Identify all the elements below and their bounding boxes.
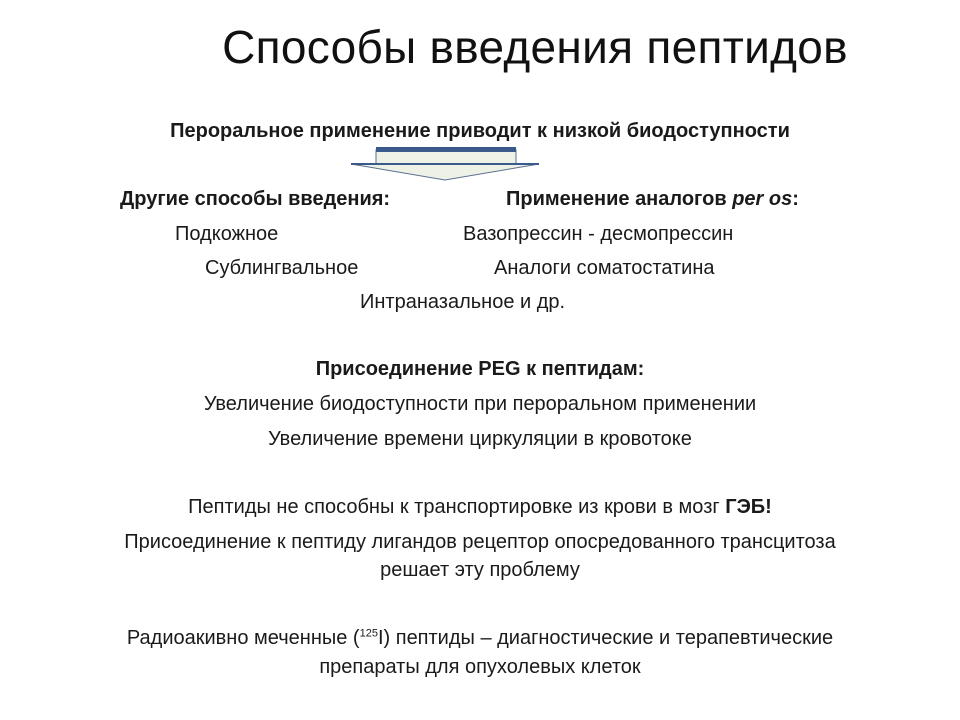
slide-title: Способы введения пептидов xyxy=(222,21,848,73)
radio-isotope-symbol: I xyxy=(377,627,384,649)
radio-prefix: Радиоакивно меченные ( xyxy=(126,627,360,649)
peg-item-bioavailability: Увеличение биодоступности при пероральном применении xyxy=(203,393,757,415)
route-sublingual: Сублингвальное xyxy=(205,257,359,279)
bbb-statement xyxy=(0,495,960,519)
radio-line2: препараты для опухолевых клеток xyxy=(319,656,641,678)
radio-isotope-mass: 125 xyxy=(359,627,378,640)
route-subcutaneous: Подкожное xyxy=(175,223,279,245)
other-routes-heading: Другие способы введения: xyxy=(120,188,391,210)
oral-analogs-heading xyxy=(506,187,799,211)
oral-analogs-heading-italic: per os xyxy=(732,188,793,210)
radio-line1 xyxy=(0,626,960,650)
peg-heading: Присоединение PEG к пептидам: xyxy=(315,358,645,380)
peg-item-circulation: Увеличение времени циркуляции в кровотоке xyxy=(268,428,692,450)
route-intranasal: Интраназальное и др. xyxy=(360,291,566,313)
oral-analogs-heading-prefix: Применение аналогов xyxy=(506,188,733,210)
arrow-band xyxy=(376,147,516,152)
oral-analogs-heading-suffix: : xyxy=(792,188,799,210)
bbb-bold: ГЭБ! xyxy=(725,496,772,518)
analog-somatostatin: Аналоги соматостатина xyxy=(494,257,715,279)
bbb-text: Пептиды не способны к транспортировке из крови в мозг xyxy=(188,496,726,518)
bbb-solution-line2: решает эту проблему xyxy=(380,559,580,581)
analog-vasopressin: Вазопрессин - десмопрессин xyxy=(463,223,734,245)
radio-suffix: ) пептиды – диагностические и терапевтические xyxy=(383,627,834,649)
oral-statement: Пероральное применение приводит к низкой биодоступности xyxy=(170,120,790,142)
down-arrow-icon xyxy=(349,146,541,182)
bbb-solution-line1: Присоединение к пептиду лигандов рецептор опосредованного трансцитоза xyxy=(124,531,836,553)
